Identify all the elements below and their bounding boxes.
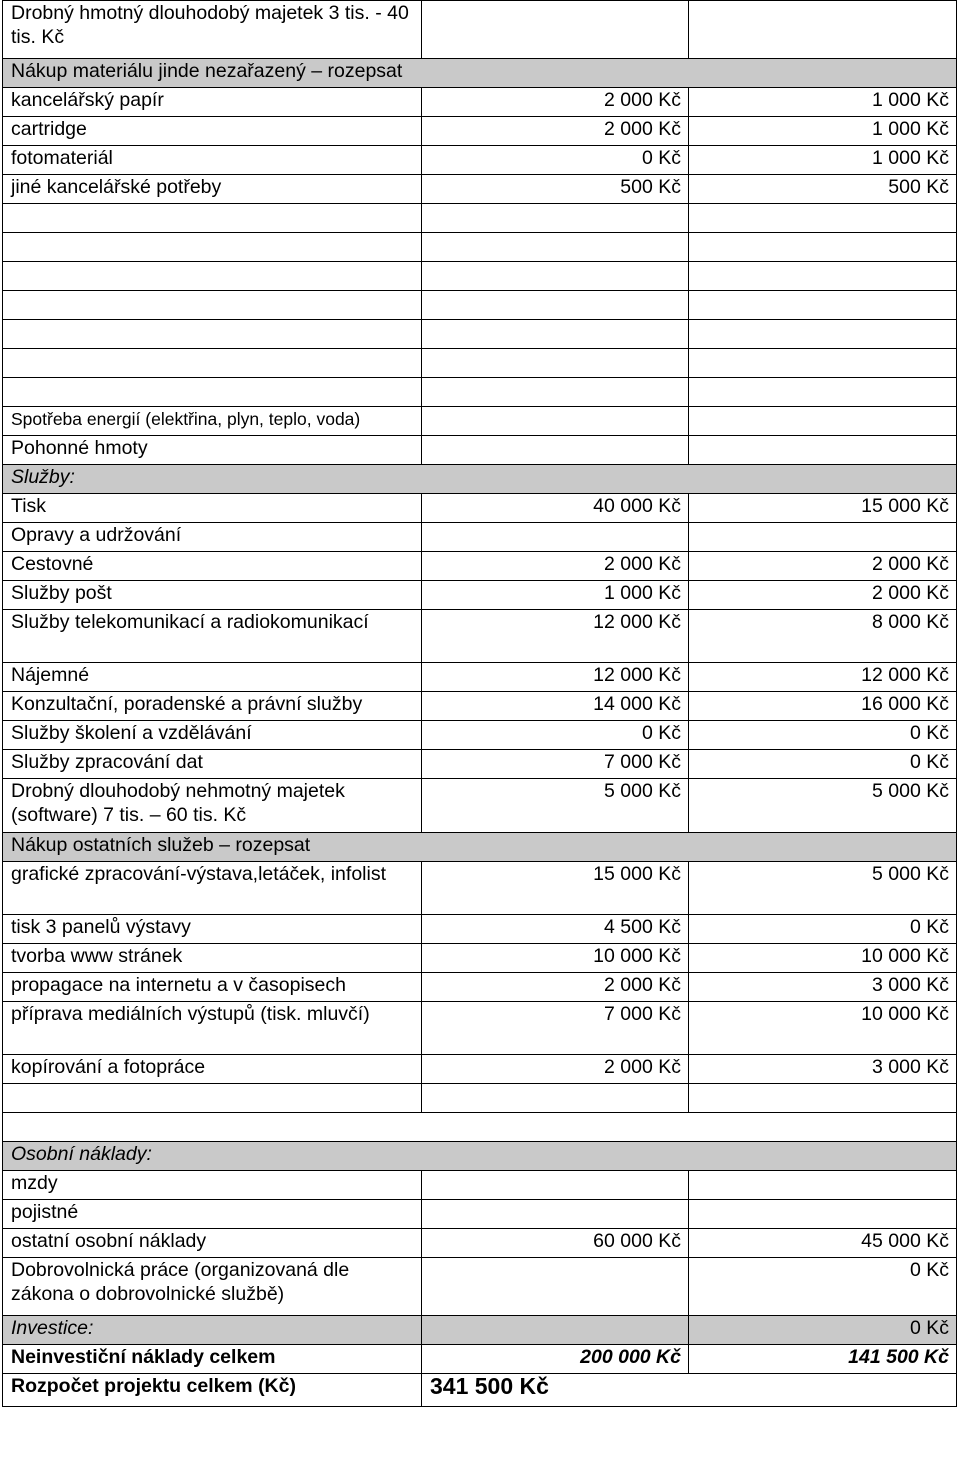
- amount-column-2: 3 000 Kč: [689, 973, 957, 1002]
- table-row: [3, 944, 957, 973]
- amount-column-1: [422, 320, 689, 349]
- amount-column-2: 2 000 Kč: [689, 581, 957, 610]
- amount-column-2: [689, 320, 957, 349]
- row-label: pojistné: [3, 1200, 422, 1229]
- amount-column-1: 4 500 Kč: [422, 915, 689, 944]
- amount-column-1: [422, 1084, 689, 1113]
- row-label: Opravy a udržování: [3, 523, 422, 552]
- amount-column-2: 1 000 Kč: [689, 146, 957, 175]
- row-label: kancelářský papír: [3, 88, 422, 117]
- row-label: tisk 3 panelů výstavy: [3, 915, 422, 944]
- table-row: [3, 973, 957, 1002]
- amount-column-1: [422, 349, 689, 378]
- amount-column-1: 200 000 Kč: [422, 1345, 689, 1374]
- amount-column-2: 5 000 Kč: [689, 862, 957, 915]
- amount-column-1: [422, 436, 689, 465]
- table-row: [3, 175, 957, 204]
- amount-column-2: [689, 436, 957, 465]
- row-label: [3, 349, 422, 378]
- table-row: [3, 862, 957, 915]
- amount-column-1: [422, 1, 689, 59]
- amount-column-1: [422, 523, 689, 552]
- amount-column-2: [689, 291, 957, 320]
- amount-column-2: 45 000 Kč: [689, 1229, 957, 1258]
- row-label: Drobný hmotný dlouhodobý majetek 3 tis. - 40 tis. Kč: [3, 1, 422, 59]
- amount-column-2: 500 Kč: [689, 175, 957, 204]
- amount-column-1: 2 000 Kč: [422, 552, 689, 581]
- table-row: [3, 1055, 957, 1084]
- row-label: Služby školení a vzdělávání: [3, 721, 422, 750]
- amount-column-2: [689, 1200, 957, 1229]
- amount-column-1: 10 000 Kč: [422, 944, 689, 973]
- amount-column-2: 16 000 Kč: [689, 692, 957, 721]
- amount-column-1: [422, 1316, 689, 1345]
- table-row: [3, 204, 957, 233]
- row-label: cartridge: [3, 117, 422, 146]
- amount-column-1: 60 000 Kč: [422, 1229, 689, 1258]
- table-row: [3, 262, 957, 291]
- table-row: [3, 779, 957, 833]
- row-label: Osobní náklady:: [3, 1142, 957, 1171]
- amount-column-1: 0 Kč: [422, 146, 689, 175]
- amount-column-2: 12 000 Kč: [689, 663, 957, 692]
- amount-column-1: 12 000 Kč: [422, 663, 689, 692]
- table-row: [3, 552, 957, 581]
- amount-column-2: [689, 233, 957, 262]
- table-row: [3, 1229, 957, 1258]
- table-row: [3, 1142, 957, 1171]
- amount-column-2: 0 Kč: [689, 1316, 957, 1345]
- row-label: Pohonné hmoty: [3, 436, 422, 465]
- table-row: [3, 117, 957, 146]
- table-row: [3, 233, 957, 262]
- row-label: [3, 262, 422, 291]
- amount-column-2: [689, 1, 957, 59]
- amount-column-2: 0 Kč: [689, 750, 957, 779]
- amount-column-1: [422, 378, 689, 407]
- table-row: [3, 1345, 957, 1374]
- table-row: [3, 1, 957, 59]
- amount-column-2: 15 000 Kč: [689, 494, 957, 523]
- row-label: mzdy: [3, 1171, 422, 1200]
- row-label: Konzultační, poradenské a právní služby: [3, 692, 422, 721]
- row-label: Investice:: [3, 1316, 422, 1345]
- row-label: příprava mediálních výstupů (tisk. mluvčí): [3, 1002, 422, 1055]
- table-row: [3, 750, 957, 779]
- row-label: Rozpočet projektu celkem (Kč): [3, 1374, 422, 1407]
- amount-column-2: [689, 262, 957, 291]
- row-label: Nákup ostatních služeb – rozepsat: [3, 833, 957, 862]
- table-row: [3, 1258, 957, 1316]
- row-label: Cestovné: [3, 552, 422, 581]
- amount-column-2: [689, 204, 957, 233]
- row-label: Tisk: [3, 494, 422, 523]
- row-label: Nájemné: [3, 663, 422, 692]
- amount-column-1: 2 000 Kč: [422, 1055, 689, 1084]
- table-row: [3, 349, 957, 378]
- row-label: Služby telekomunikací a radiokomunikací: [3, 610, 422, 663]
- amount-column-2: [689, 523, 957, 552]
- amount-column-1: 500 Kč: [422, 175, 689, 204]
- table-row: [3, 833, 957, 862]
- table-row: [3, 1113, 957, 1142]
- row-label: [3, 204, 422, 233]
- row-label: Nákup materiálu jinde nezařazený – rozepsat: [3, 59, 957, 88]
- amount-column-2: [689, 349, 957, 378]
- amount-column-1: 2 000 Kč: [422, 88, 689, 117]
- row-label: [3, 1113, 957, 1142]
- table-row: [3, 915, 957, 944]
- amount-column-1: 15 000 Kč: [422, 862, 689, 915]
- project-total-value: 341 500 Kč: [422, 1374, 957, 1407]
- amount-column-1: 40 000 Kč: [422, 494, 689, 523]
- amount-column-2: 1 000 Kč: [689, 117, 957, 146]
- table-row: [3, 1084, 957, 1113]
- table-row: [3, 378, 957, 407]
- row-label: [3, 320, 422, 349]
- table-row: [3, 1002, 957, 1055]
- amount-column-2: [689, 1084, 957, 1113]
- row-label: propagace na internetu a v časopisech: [3, 973, 422, 1002]
- amount-column-1: [422, 233, 689, 262]
- amount-column-1: [422, 407, 689, 436]
- table-row: [3, 663, 957, 692]
- row-label: Spotřeba energií (elektřina, plyn, teplo, voda): [3, 407, 422, 436]
- row-label: Služby pošt: [3, 581, 422, 610]
- row-label: Drobný dlouhodobý nehmotný majetek (software) 7 tis. – 60 tis. Kč: [3, 779, 422, 833]
- row-label: [3, 1084, 422, 1113]
- amount-column-2: 5 000 Kč: [689, 779, 957, 833]
- amount-column-2: 0 Kč: [689, 1258, 957, 1316]
- amount-column-2: 0 Kč: [689, 721, 957, 750]
- amount-column-1: [422, 1200, 689, 1229]
- table-row: [3, 1316, 957, 1345]
- amount-column-1: [422, 1258, 689, 1316]
- row-label: jiné kancelářské potřeby: [3, 175, 422, 204]
- amount-column-2: 8 000 Kč: [689, 610, 957, 663]
- amount-column-1: [422, 262, 689, 291]
- table-row: [3, 146, 957, 175]
- table-row: [3, 523, 957, 552]
- table-row: [3, 692, 957, 721]
- amount-column-1: 14 000 Kč: [422, 692, 689, 721]
- amount-column-1: 7 000 Kč: [422, 1002, 689, 1055]
- row-label: Neinvestiční náklady celkem: [3, 1345, 422, 1374]
- amount-column-1: 12 000 Kč: [422, 610, 689, 663]
- table-row: [3, 407, 957, 436]
- table-row: [3, 1171, 957, 1200]
- table-row: [3, 1374, 957, 1407]
- row-label: ostatní osobní náklady: [3, 1229, 422, 1258]
- row-label: Dobrovolnická práce (organizovaná dle zákona o dobrovolnické službě): [3, 1258, 422, 1316]
- row-label: [3, 291, 422, 320]
- table-row: [3, 59, 957, 88]
- amount-column-1: 7 000 Kč: [422, 750, 689, 779]
- table-row: [3, 88, 957, 117]
- table-row: [3, 291, 957, 320]
- amount-column-1: 2 000 Kč: [422, 973, 689, 1002]
- amount-column-2: 10 000 Kč: [689, 1002, 957, 1055]
- amount-column-2: [689, 378, 957, 407]
- amount-column-2: [689, 407, 957, 436]
- amount-column-2: 1 000 Kč: [689, 88, 957, 117]
- amount-column-2: 0 Kč: [689, 915, 957, 944]
- table-row: [3, 494, 957, 523]
- row-label: kopírování a fotopráce: [3, 1055, 422, 1084]
- amount-column-1: [422, 1171, 689, 1200]
- budget-table: [2, 0, 957, 1407]
- table-row: [3, 610, 957, 663]
- amount-column-2: [689, 1171, 957, 1200]
- amount-column-2: 10 000 Kč: [689, 944, 957, 973]
- row-label: [3, 233, 422, 262]
- table-row: [3, 721, 957, 750]
- amount-column-1: 0 Kč: [422, 721, 689, 750]
- row-label: Služby:: [3, 465, 957, 494]
- table-row: [3, 581, 957, 610]
- table-row: [3, 436, 957, 465]
- table-row: [3, 465, 957, 494]
- amount-column-1: [422, 291, 689, 320]
- amount-column-1: 1 000 Kč: [422, 581, 689, 610]
- amount-column-1: 5 000 Kč: [422, 779, 689, 833]
- amount-column-2: 2 000 Kč: [689, 552, 957, 581]
- row-label: Služby zpracování dat: [3, 750, 422, 779]
- amount-column-2: 141 500 Kč: [689, 1345, 957, 1374]
- amount-column-1: [422, 204, 689, 233]
- table-row: [3, 1200, 957, 1229]
- table-row: [3, 320, 957, 349]
- row-label: grafické zpracování-výstava,letáček, infolist: [3, 862, 422, 915]
- amount-column-2: 3 000 Kč: [689, 1055, 957, 1084]
- row-label: fotomateriál: [3, 146, 422, 175]
- amount-column-1: 2 000 Kč: [422, 117, 689, 146]
- row-label: [3, 378, 422, 407]
- row-label: tvorba www stránek: [3, 944, 422, 973]
